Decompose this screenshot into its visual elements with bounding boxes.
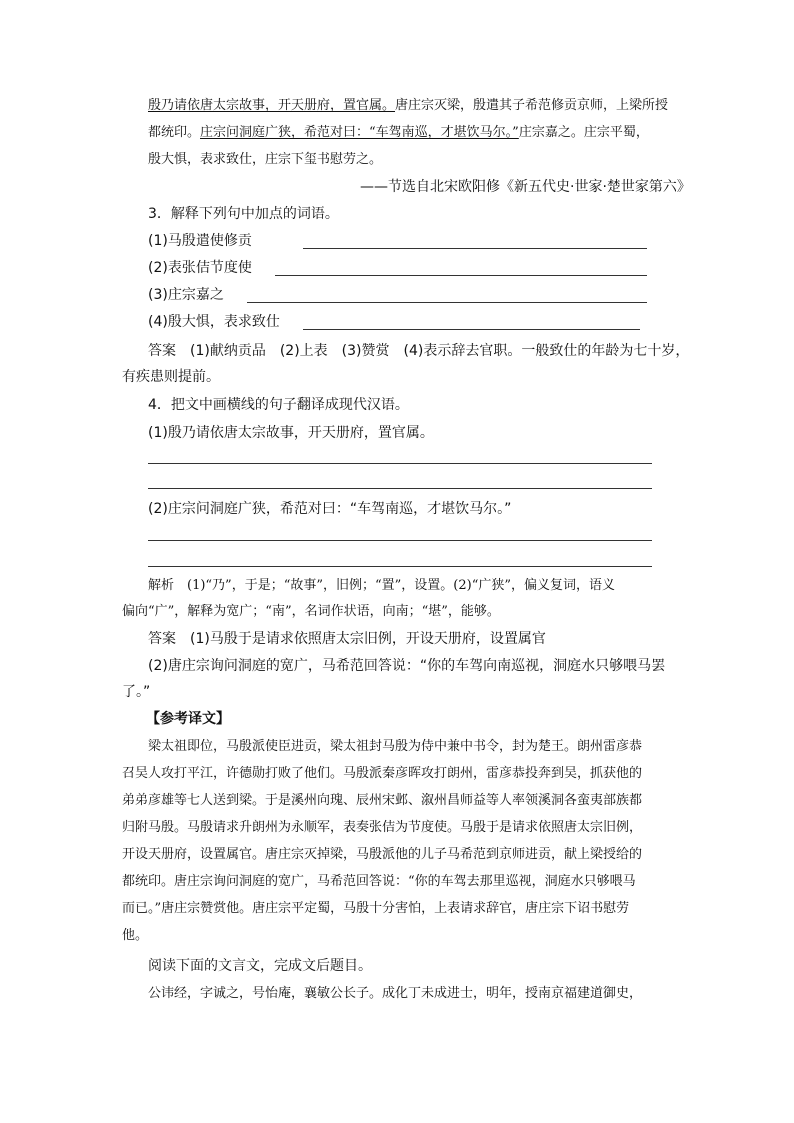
q3-item-2: (2)表张佶节度使 bbox=[148, 260, 252, 276]
q4-analysis-cont: 偏向“广”，解释为宽广；“南”，名词作状语，向南；“堪”，能够。 bbox=[122, 604, 500, 619]
underlined-sentence-2: 庄宗问洞庭广狭，希范对曰：“车驾南巡，才堪饮马尔。” bbox=[200, 125, 519, 140]
q4-title: 4．把文中画横线的句子翻译成现代汉语。 bbox=[148, 397, 409, 413]
q4-answer-line-2 bbox=[148, 488, 652, 489]
q3-answer-line-2 bbox=[275, 275, 647, 276]
q4-answer-line-4 bbox=[148, 566, 652, 567]
translation-line: 都统印。唐庄宗询问洞庭的宽广，马希范回答说：“你的车驾去那里巡视，洞庭水只够喂马 bbox=[122, 874, 636, 889]
q3-item-4: (4)殷大惧，表求致仕 bbox=[148, 314, 280, 330]
q4-answer-2-cont: 了。” bbox=[122, 684, 151, 700]
next-passage-line-1: 公讳经，字诚之，号怡庵，襄敏公长子。成化丁未成进士，明年，授南京福建道御史， bbox=[148, 986, 643, 1001]
next-passage-intro: 阅读下面的文言文，完成文后题目。 bbox=[148, 958, 372, 974]
q4-analysis: 解析 (1)“乃”，于是；“故事”，旧例；“置”，设置。(2)“广狭”，偏义复词，语义 bbox=[148, 578, 615, 593]
q3-title: 3．解释下列句中加点的词语。 bbox=[148, 206, 339, 222]
q3-answer-line-3 bbox=[247, 302, 647, 303]
passage-line-3: 殷大惧，表求致仕，庄宗下玺书慰劳之。 bbox=[148, 152, 383, 167]
q3-answer-line-4 bbox=[303, 329, 640, 330]
q4-item-1: (1)殷乃请依唐太宗故事，开天册府，置官属。 bbox=[148, 425, 434, 441]
q3-item-1: (1)马殷遣使修贡 bbox=[148, 233, 252, 249]
q4-answer-line-1 bbox=[148, 463, 652, 464]
translation-line: 他。 bbox=[122, 928, 149, 943]
passage-line-1: 殷乃请依唐太宗故事，开天册府，置官属。唐庄宗灭梁，殷遣其子希范修贡京师，上梁所授 bbox=[148, 98, 669, 113]
q3-answer-cont: 有疾患则提前。 bbox=[122, 369, 220, 385]
q4-item-2: (2)庄宗问洞庭广狭，希范对曰：“车驾南巡，才堪饮马尔。” bbox=[148, 501, 512, 517]
q3-answer-line-1 bbox=[303, 248, 647, 249]
underlined-sentence-1: 殷乃请依唐太宗故事，开天册府，置官属。 bbox=[148, 98, 396, 113]
q3-answer: 答案 (1)献纳贡品 (2)上表 (3)赞赏 (4)表示辞去官职。一般致仕的年龄为七十岁， bbox=[148, 343, 690, 359]
q4-answer-line-3 bbox=[148, 540, 652, 541]
translation-line: 召吴人攻打平江，许德勋打败了他们。马殷派秦彦晖攻打朗州，雷彦恭投奔到吴，抓获他的 bbox=[122, 766, 643, 781]
translation-line: 开设天册府，设置属官。唐庄宗灭掉梁，马殷派他的儿子马希范到京师进贡，献上梁授给的 bbox=[122, 847, 643, 862]
translation-line: 归附马殷。马殷请求升朗州为永顺军，表奏张佶为节度使。马殷于是请求依照唐太宗旧例， bbox=[122, 820, 643, 835]
translation-line: 弟弟彦雄等七人送到梁。于是溪州向瑰、辰州宋邺、溆州昌师益等人率领溪洞各蛮夷部族都 bbox=[122, 793, 643, 808]
q4-answer: 答案 (1)马殷于是请求依照唐太宗旧例，开设天册府，设置属官 bbox=[148, 631, 546, 647]
q3-item-3: (3)庄宗嘉之 bbox=[148, 287, 224, 303]
q4-answer-2: (2)唐庄宗询问洞庭的宽广，马希范回答说：“你的车驾向南巡视，洞庭水只够喂马罢 bbox=[148, 658, 666, 674]
passage-line-2: 都统印。庄宗问洞庭广狭，希范对曰：“车驾南巡，才堪饮马尔。”庄宗嘉之。庄宗平蜀， bbox=[148, 125, 649, 140]
translation-line: 梁太祖即位，马殷派使臣进贡，梁太祖封马殷为侍中兼中书令，封为楚王。朗州雷彦恭 bbox=[148, 739, 643, 754]
translation-heading: 【参考译文】 bbox=[146, 711, 230, 727]
passage-source: ——节选自北宋欧阳修《新五代史·世家·楚世家第六》 bbox=[360, 179, 691, 195]
translation-line: 而已。”唐庄宗赞赏他。唐庄宗平定蜀，马殷十分害怕，上表请求辞官，唐庄宗下诏书慰劳 bbox=[122, 901, 630, 916]
